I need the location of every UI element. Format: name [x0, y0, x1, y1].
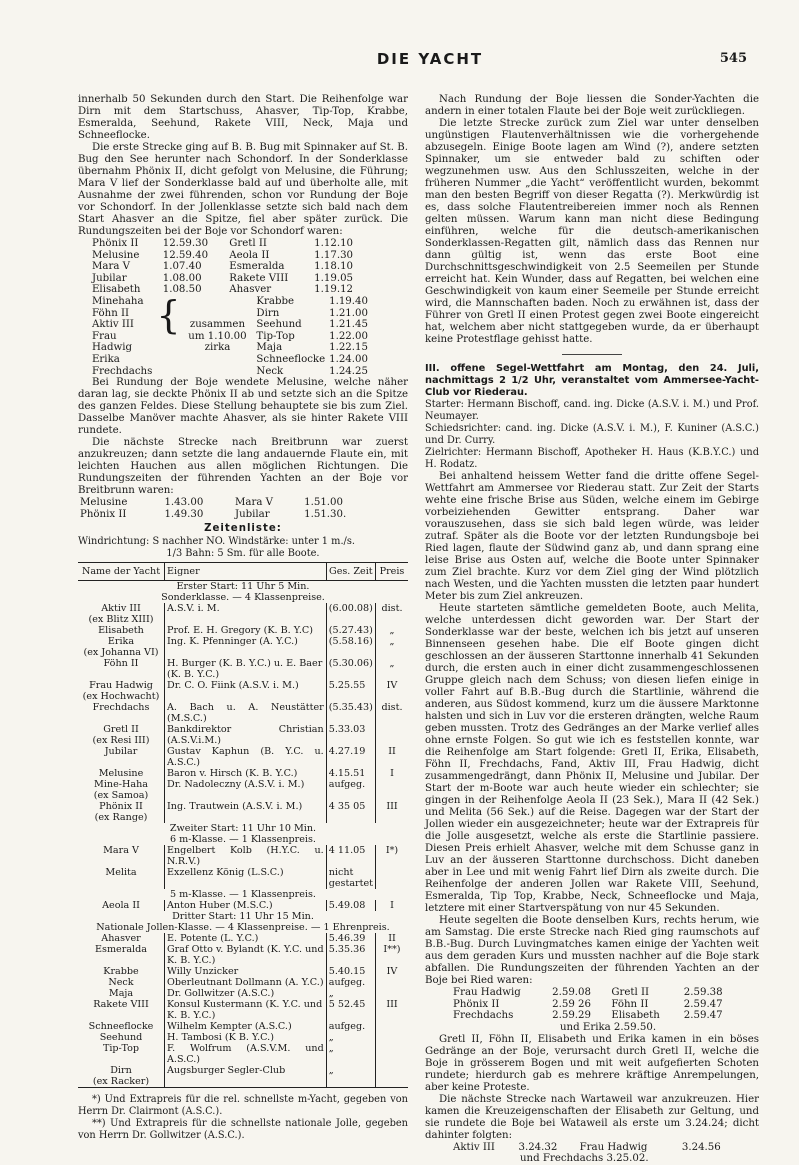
total-time: (5.27.43)	[326, 625, 375, 636]
yacht-name: Mara V	[92, 261, 131, 273]
prize: I**)	[383, 944, 401, 956]
rounding-times-wartaweil-last: und Frechdachs 3.25.02.	[520, 1153, 649, 1165]
yacht-name: Melusine	[92, 249, 140, 261]
zeitenliste-title: Zeitenliste:	[204, 523, 282, 535]
yacht-name: Frechdachs	[78, 702, 165, 724]
table-row	[90, 250, 370, 262]
yacht-name: Elisabeth	[78, 625, 165, 636]
table-row	[78, 867, 408, 889]
table-row	[78, 944, 408, 966]
owner: Willy Unzicker	[165, 966, 327, 977]
rounding-time: 1.12.10	[314, 238, 354, 249]
yacht-name: Dirn (ex Racker)	[78, 1065, 165, 1088]
owner: Anton Huber (M.S.C.)	[165, 900, 327, 911]
rounding-time: 1.24.25	[329, 365, 368, 377]
rounding-time: 2.59.29	[552, 1010, 592, 1022]
yacht-name: Föhn II	[92, 307, 130, 319]
yacht-name: Jubilar	[92, 272, 127, 284]
yacht-name: Seehund	[256, 319, 302, 331]
prize: III	[386, 801, 398, 813]
table-row	[254, 342, 370, 354]
rounding-time: 3.24.56	[681, 1141, 721, 1153]
yacht-name: Schneeflocke	[78, 1021, 165, 1032]
owner: H. Burger (K. B. Y.C.) u. E. Baer (K. B. Y.C.)	[165, 658, 327, 680]
table-row	[78, 658, 408, 680]
page-header	[0, 50, 799, 70]
yacht-name: Aeola II	[229, 249, 270, 261]
table-row	[78, 603, 408, 625]
yacht-name: Esmeralda	[229, 261, 285, 273]
rounding-time: 12.59.40	[162, 249, 209, 261]
right-paragraph-6: Gretl II, Föhn II, Elisabeth und Erika kamen in ein böses Gedränge an der Boje, verursacht durch Gretl II, welche die Boje in grösserem Bogen und mit weit aufgefierten Schoten rundete; hierdurch gab es mehrere kräftige Anrempelungen, aber keine Proteste.	[425, 1033, 759, 1093]
yacht-name: Frau Hadwig	[579, 1141, 648, 1153]
col-header-prize: Preis	[376, 563, 409, 581]
table-row	[78, 636, 408, 658]
total-time: 4.15.51	[326, 768, 375, 779]
section-title: Sonderklasse. — 4 Klassenpreise.	[161, 592, 325, 604]
rounding-times-ried-last: und Erika 2.59.50.	[560, 1021, 657, 1033]
group-right-table	[254, 296, 370, 377]
table-row	[254, 331, 370, 343]
rounding-time: 1.19.12	[314, 284, 354, 296]
rounding-times-ried	[451, 987, 741, 1022]
rounding-time: 1.08.00	[162, 272, 202, 284]
rounding-time: 1.24.00	[329, 353, 368, 365]
prize: I	[390, 900, 394, 912]
owner: Augsburger Segler-Club	[165, 1065, 327, 1088]
rounding-time: 1.21.00	[329, 307, 368, 319]
yacht-name: Frechdachs	[453, 1010, 514, 1022]
table-row	[78, 746, 408, 768]
total-time: „	[326, 1065, 375, 1088]
yacht-name: Elisabeth	[92, 284, 141, 296]
total-time: 5.49.08	[326, 900, 375, 911]
owner: Dr. Gollwitzer (A.S.C.)	[165, 988, 327, 999]
right-paragraph-1: Nach Rundung der Boje liessen die Sonder-Yachten die andern in einer totalen Flaute bei der Boje weit zurückliegen.	[425, 94, 759, 117]
yacht-name: Rakete VIII	[229, 272, 289, 284]
prize: „	[389, 658, 395, 670]
yacht-name: Tip-Top	[256, 330, 295, 342]
prize: II	[388, 933, 396, 945]
starter-line: Starter: Hermann Bischoff, cand. ing. Dicke (A.S.V. i. M.) und Prof. Neumayer.	[425, 399, 759, 422]
rounding-times-breitbrunn	[78, 497, 378, 520]
yacht-name: Esmeralda	[78, 944, 165, 966]
prize: IV	[386, 680, 398, 692]
prize: dist.	[381, 603, 403, 615]
owner: A. Bach u. A. Neustätter (M.S.C.)	[165, 702, 327, 724]
table-row	[90, 261, 370, 273]
table-row	[78, 509, 378, 521]
total-time: 4 11.05	[326, 845, 375, 867]
owner: Wilhelm Kempter (A.S.C.)	[165, 1021, 327, 1032]
total-time: (5.58.16)	[326, 636, 375, 658]
total-time: aufgeg.	[326, 977, 375, 988]
table-row	[90, 238, 370, 250]
prize	[376, 1021, 409, 1032]
yacht-name: Gretl II	[611, 987, 650, 998]
total-time: 5.46.39	[326, 933, 375, 944]
table-row	[78, 988, 408, 999]
yacht-name: Melusine	[78, 768, 165, 779]
left-paragraph-4: Die nächste Strecke nach Breitbrunn war zuerst anzukreuzen; dann setzte die lang andauernde Flaute ein, mit leichten Hauchen aus allen möglichen Richtungen. Die Rundungszeiten der führenden Yachten an der Boje vor Breitbrunn waren:	[78, 437, 408, 497]
yacht-name: Aktiv III	[453, 1141, 495, 1153]
section-title-row	[78, 581, 408, 593]
prize	[376, 1043, 409, 1065]
table-row	[78, 966, 408, 977]
table-row	[451, 1142, 741, 1154]
section-title: Dritter Start: 11 Uhr 15 Min.	[172, 911, 314, 923]
col-header-name: Name der Yacht	[78, 563, 165, 581]
owner: E. Potente (L. Y.C.)	[165, 933, 327, 944]
owner: Prof. E. H. Gregory (K. B. Y.C)	[165, 625, 327, 636]
yacht-name: Maja	[256, 342, 283, 354]
finish-judge-line: Zielrichter: Hermann Bischoff, Apotheker H. Haus (K.B.Y.C.) und H. Rodatz.	[425, 447, 759, 470]
section-title-row	[78, 922, 408, 933]
table-row	[78, 845, 408, 867]
brace-symbol: {	[156, 292, 181, 337]
table-row	[78, 977, 408, 988]
rounding-time: 2.59.08	[552, 987, 592, 998]
yacht-name: Mine-Haha (ex Samoa)	[78, 779, 165, 801]
rounding-time: 1.51.00	[304, 497, 344, 509]
table-row	[78, 680, 408, 702]
total-time: 5.40.15	[326, 966, 375, 977]
yacht-name: Neck	[256, 365, 284, 377]
table-row	[254, 308, 370, 320]
rounding-times-wartaweil	[451, 1142, 741, 1154]
prize	[376, 1065, 409, 1088]
results-table	[78, 562, 408, 1088]
yacht-name: Jubilar	[234, 508, 270, 520]
referee-line: Schiedsrichter: cand. ing. Dicke (A.S.V. i. M.), F. Kuniner (A.S.C.) und Dr. Curry.	[425, 423, 759, 446]
yacht-name: Frau Hadwig	[92, 330, 132, 354]
yacht-name: Ahasver	[229, 284, 272, 296]
bahn-line: 1/3 Bahn: 5 Sm. für alle Boote.	[166, 548, 320, 560]
yacht-name: Aktiv III	[92, 319, 134, 331]
total-time: (6.00.08)	[326, 603, 375, 625]
total-time: 4 35 05	[326, 801, 375, 823]
section-title: Nationale Jollen-Klasse. — 4 Klassenpreise. — 1 Ehrenpreis.	[96, 922, 390, 934]
col-header-time: Ges. Zeit	[326, 563, 375, 581]
group-right-times	[252, 296, 372, 377]
rounding-time: 1.19.40	[329, 295, 368, 307]
total-time: aufgeg.	[326, 779, 375, 801]
group-label: zusammen um 1.10.00 zirka	[188, 319, 247, 354]
yacht-name: Mara V	[234, 497, 274, 509]
section-title: 5 m-Klasse. — 1 Klassenpreis.	[170, 889, 316, 901]
table-row	[78, 497, 378, 509]
yacht-name: Gretl II	[229, 238, 267, 249]
left-paragraph-2: Die erste Strecke ging auf B. B. Bug mit Spinnaker auf St. B. Bug den See herunter nach Schondorf. In der Sonderklasse übernahm Phönix II, dicht gefolgt von Melusine, die Führung; Mara V lief der Sonderklasse bald auf und überholte alle, mit Ausnahme der zwei führenden, schon vor Rundung der Boje vor Schondorf. In der Jollenklasse setzte sich bald nach dem Start Ahasver an die Spitze, fiel aber später zurück. Die Rundungszeiten bei der Boje vor Schondorf waren:	[78, 142, 408, 237]
rounding-time: 1.49.30	[164, 508, 204, 520]
rounding-time: 2.59.38	[683, 987, 723, 998]
owner: Baron v. Hirsch (K. B. Y.C.)	[165, 768, 327, 779]
section-title-row	[78, 592, 408, 603]
yacht-name: Melusine	[80, 497, 128, 509]
table-row	[451, 1010, 741, 1022]
yacht-name: Frau Hadwig (ex Hochwacht)	[78, 680, 165, 702]
total-time: nicht gestartet	[326, 867, 375, 889]
table-row	[78, 999, 408, 1021]
rounding-time: 1.22.15	[329, 342, 368, 354]
yacht-name: Föhn II	[78, 658, 165, 680]
yacht-name: Schneeflocke	[256, 353, 326, 365]
rounding-time: 2.59 26	[552, 998, 592, 1010]
yacht-name: Krabbe	[256, 295, 295, 307]
total-time: „	[326, 1043, 375, 1065]
yacht-name: Phönix II	[92, 238, 139, 249]
total-time: 5.25.55	[326, 680, 375, 702]
table-row	[90, 284, 370, 296]
prize	[376, 779, 409, 801]
rounding-time: 1.21.45	[329, 319, 368, 331]
race-heading: III. offene Segel-Wettfahrt am Montag, den 24. Juli, nachmittags 2 1/2 Uhr, veranstaltet vom Ammersee-Yacht-Club vor Riederau.	[425, 363, 759, 398]
rounding-time: 1.08.50	[162, 284, 202, 296]
yacht-name: Erika (ex Johanna VI)	[78, 636, 165, 658]
table-row	[78, 900, 408, 911]
yacht-name: Föhn II	[611, 998, 649, 1010]
owner: Bankdirektor Christian (A.S.V.i.M.)	[165, 724, 327, 746]
owner: Konsul Kustermann (K. Y.C. und K. B. Y.C.)	[165, 999, 327, 1021]
total-time: „	[326, 988, 375, 999]
left-column	[78, 94, 408, 1142]
total-time: 5.35.36	[326, 944, 375, 966]
owner: Oberleutnant Dollmann (A. Y.C.)	[165, 977, 327, 988]
rounding-time: 3.24.32	[518, 1141, 558, 1153]
prize: I	[390, 768, 394, 780]
owner: Engelbert Kolb (H.Y.C. u. N.R.V.)	[165, 845, 327, 867]
yacht-name: Tip-Top	[78, 1043, 165, 1065]
table-row	[78, 625, 408, 636]
rounding-time: 1.18.10	[314, 261, 354, 273]
yacht-name: Mara V	[78, 845, 165, 867]
total-time: aufgeg.	[326, 1021, 375, 1032]
rounding-time: 1.43.00	[164, 497, 204, 509]
table-row	[78, 702, 408, 724]
owner: H. Tambosi (K B. Y.C.)	[165, 1032, 327, 1043]
right-paragraph-2: Die letzte Strecke zurück zum Ziel war unter denselben ungünstigen Flautenverhältnissen wie die vorhergehende abzusegeln. Einige Boote lagen am Wind (?), andere setzten Spinnaker, um sie entweder bald zu schiften oder wegzunehmen usw. Aus den Schlusszeiten, welche in der früheren Nummer „die Yacht“ veröffentlicht wurden, bekommt man den besten Begriff von dieser Regatta (?). Merkwürdig ist es, dass solche Flautentreibereien immer noch als Rennen gelten müssen. Warum kann man nicht diese Bedingung einführen, welche für die deutsch-amerikanischen Sonderklassen-Regatten gilt, nämlich dass das Rennen nur dann gültig ist, wenn das erste Boot eine Durchschnittsgeschwindigkeit von 2.5 Seemeilen per Stunde erreicht hat. Kein Wunder, dass auf Regatten, bei welchen eine Geschwindigkeit von kaum einer Seemeile per Stunde erreicht wird, die Mannschaften baden. Noch zu erwähnen ist, dass der Führer von Gretl II einen Protest gegen zwei Boote eingereicht hat, welchem aber nicht stattgegeben wurde, da er überhaupt keine Protestflage gehisst hatte.	[425, 118, 759, 345]
section-title-row	[78, 834, 408, 845]
section-title: Erster Start: 11 Uhr 5 Min.	[176, 581, 310, 593]
owner: Ing. Trautwein (A.S.V. i. M.)	[165, 801, 327, 823]
table-row	[78, 724, 408, 746]
yacht-name: Jubilar	[78, 746, 165, 768]
yacht-name: Aktiv III (ex Blitz XIII)	[78, 603, 165, 625]
table-row	[78, 801, 408, 823]
owner: Graf Otto v. Bylandt (K. Y.C. und K. B. Y.C.)	[165, 944, 327, 966]
table-row	[78, 1032, 408, 1043]
prize: IV	[386, 966, 398, 978]
owner: Ing. K. Pfenninger (A. Y.C.)	[165, 636, 327, 658]
prize	[376, 988, 409, 999]
rounding-time: 2.59.47	[683, 1010, 723, 1022]
right-paragraph-7: Die nächste Strecke nach Wartaweil war anzukreuzen. Hier kamen die Kreuzeigenschaften der Elisabeth zur Geltung, und sie rundete die Boje bei Wataweil als erste um 3.24.24; dicht dahinter folgten:	[425, 1093, 759, 1141]
prize	[376, 977, 409, 988]
table-row	[254, 296, 370, 308]
page-number: 545	[719, 51, 747, 66]
yacht-name: Rakete VIII	[78, 999, 165, 1021]
table-row	[78, 768, 408, 779]
owner: Dr. C. O. Fiink (A.S.V. i. M.)	[165, 680, 327, 702]
yacht-name: Aeola II	[78, 900, 165, 911]
owner: Dr. Nadoleczny (A.S.V. i. M.)	[165, 779, 327, 801]
right-paragraph-3: Bei anhaltend heissem Wetter fand die dritte offene Segel-Wettfahrt am Ammersee vor Riederau statt. Zur Zeit der Starts wehte eine frische Brise aus Süden, welche einem im Gebirge vorbeiziehenden Gewitter entsprang. Daher war vorauszusehen, dass sie sich bald legen würde, was leider zutraf. Später als die Boote vor der letzten Rundungsboje bei Ried lagen, flaute der Südwind ganz ab, und dann sprang eine leise Brise aus Osten auf, welche die Boote unter Spinnaker zum Ziel brachte. Kurz vor dem Ziel ging der Wind plötzlich nach Westen, und die Yachten mussten die letzten paar hundert Meter bis zum Ziel ankreuzen.	[425, 471, 759, 602]
footnote-1: *) Und Extrapreis für die rel. schnellste m-Yacht, gegeben von Herrn Dr. Clairmont (A.S.C.).	[78, 1094, 408, 1118]
total-time: 5.33.03	[326, 724, 375, 746]
yacht-name: Minehaha	[92, 295, 144, 307]
footnote-2: **) Und Extrapreis für die schnellste nationale Jolle, gegeben von Herrn Dr. Gollwitzer (A.S.C.).	[78, 1118, 408, 1142]
table-row	[78, 933, 408, 944]
owner: A.S.V. i. M.	[165, 603, 327, 625]
wind-line: Windrichtung: S nachher NO. Windstärke: unter 1 m./s.	[78, 536, 355, 548]
rounding-times-schondorf	[90, 238, 370, 296]
total-time: „	[326, 1032, 375, 1043]
right-column	[425, 94, 759, 1165]
table-row	[254, 354, 370, 366]
table-row	[90, 273, 370, 285]
prize	[376, 1032, 409, 1043]
right-paragraph-5: Heute segelten die Boote denselben Kurs, rechts herum, wie am Samstag. Die erste Strecke nach Ried ging raumschots auf B.B.-Bug. Durch Luvingmatches kamen einige der Yachten weit aus dem geraden Kurs und mussten nachher auf die Boje stark abfallen. Die Rundungszeiten der führenden Yachten an der Boje bei Ried waren:	[425, 915, 759, 986]
table-row	[451, 987, 741, 999]
table-row	[78, 1043, 408, 1065]
prize: I*)	[385, 845, 399, 857]
rounding-time: 1.19.05	[314, 272, 354, 284]
yacht-name: Elisabeth	[611, 1010, 660, 1022]
owner: Gustav Kaphun (B. Y.C. u. A.S.C.)	[165, 746, 327, 768]
prize: II	[388, 746, 396, 758]
table-row	[78, 1021, 408, 1032]
prize: „	[389, 636, 395, 648]
rounding-time: 1.07.40	[162, 261, 202, 273]
prize: III	[386, 999, 398, 1011]
left-paragraph-1: innerhalb 50 Sekunden durch den Start. Die Reihenfolge war Dirn mit dem Startschuss, Ahasver, Tip-Top, Krabbe, Esmeralda, Seehund, Rakete VIII, Neck, Maja und Schneeflocke.	[78, 94, 408, 141]
rounding-time: 1.51.30.	[304, 508, 347, 520]
owner: Exzellenz König (L.S.C.)	[165, 867, 327, 889]
journal-title: DIE YACHT	[376, 50, 484, 68]
prize	[376, 724, 409, 746]
yacht-name: Maja	[78, 988, 165, 999]
yacht-name: Dirn	[256, 307, 280, 319]
group-names	[90, 296, 154, 377]
rounding-group-table	[90, 292, 372, 377]
yacht-name: Neck	[78, 977, 165, 988]
rounding-time: 1.17.30	[314, 249, 354, 261]
col-header-owner: Eigner	[165, 563, 327, 581]
total-time: (5.30.06)	[326, 658, 375, 680]
yacht-name: Gretl II (ex Resi III)	[78, 724, 165, 746]
section-title: Zweiter Start: 11 Uhr 10 Min.	[169, 823, 317, 835]
total-time: 5 52.45	[326, 999, 375, 1021]
section-title-row	[78, 823, 408, 834]
yacht-name: Frau Hadwig	[453, 987, 521, 998]
rounding-time: 1.22.00	[329, 330, 368, 342]
yacht-name: Phönix II (ex Range)	[78, 801, 165, 823]
table-row	[254, 366, 370, 378]
table-row	[78, 779, 408, 801]
yacht-name: Seehund	[78, 1032, 165, 1043]
section-title: 6 m-Klasse. — 1 Klassenpreis.	[170, 834, 316, 846]
yacht-name: Frechdachs	[92, 365, 153, 377]
yacht-name: Ahasver	[78, 933, 165, 944]
yacht-name: Melita	[78, 867, 165, 889]
total-time: (5.35.43)	[326, 702, 375, 724]
table-row	[254, 319, 370, 331]
yacht-name: Phönix II	[453, 998, 500, 1010]
section-title-row	[78, 889, 408, 900]
total-time: 4.27.19	[326, 746, 375, 768]
footnotes	[78, 1094, 408, 1142]
prize: „	[389, 625, 395, 637]
section-divider	[562, 354, 622, 355]
prize: dist.	[381, 702, 403, 714]
section-title-row	[78, 911, 408, 922]
yacht-name: Krabbe	[78, 966, 165, 977]
prize	[376, 867, 409, 889]
table-row	[451, 999, 741, 1011]
yacht-name: Erika	[92, 353, 120, 365]
yacht-name: Phönix II	[80, 508, 127, 520]
rounding-time: 2.59.47	[683, 998, 723, 1010]
rounding-time: 12.59.30	[162, 238, 209, 249]
right-paragraph-4: Heute starteten sämtliche gemeldeten Boote, auch Melita, welche unterdessen dicht geworden war. Der Start der Sonderklasse war der beste, welchen ich bis jetzt auf unseren Binnenseen gesehen habe. Die elf Boote gingen dicht geschlossen an der äusseren Starttonne innerhalb 41 Sekunden durch, die ersten auch in einer dicht zusammengeschlossenen Gruppe gleich nach dem Schuss; von diesen liefen einige in voller Fahrt auf B.B.-Bug durch die Startlinie, während die anderen, aus Südost kommend, kurz um die äussere Marktonne halsten und sich in Luv vor die ersteren drängten, welche Raum geben mussten. Trotz des Gedränges an der Marke verlief alles ohne ernste Folgen. So gut wie ich es feststellen konnte, war die Reihenfolge am Start folgende: Gretl II, Erika, Elisabeth, Föhn II, Frechdachs, Fand, Aktiv III, Frau Hadwig, dicht zusammengedrängt, dann Phönix II, Melusine und Jubilar. Der Start der m-Boote war auch heute wieder ein schlechter; sie gingen in der Reihenfolge Aeola II (23 Sek.), Mara II (42 Sek.) und Melita (56 Sek.) auf die Reise. Dagegen war der Start der Jollen wieder ein ausgezeichneter; heute war der Extrapreis für die Jolle ausgesetzt, welche als erste die Startlinie passiere. Diesen Preis erhielt Ahasver, welche mit dem Schusse ganz in Luv an der äusseren Starttonne durchschoss. Dicht daneben aber in Lee und mit wenig Fahrt lief Dirn als zweite durch. Die Reihenfolge der anderen Jollen war Rakete VIII, Seehund, Esmeralda, Tip Top, Krabbe, Neck, Schneeflocke und Maja, letztere mit einer Startverspätung von nur 45 Sekunden.	[425, 603, 759, 914]
table-row	[78, 1065, 408, 1088]
left-paragraph-3: Bei Rundung der Boje wendete Melusine, welche näher daran lag, sie deckte Phönix II ab und setzte sich an die Spitze des ganzen Feldes. Diese Stellung behauptete sie bis zum Ziel. Dasselbe Manöver machte Ahasver, als sie hinter Rakete VIII rundete.	[78, 377, 408, 437]
owner: F. Wolfrum (A.S.V.M. und A.S.C.)	[165, 1043, 327, 1065]
